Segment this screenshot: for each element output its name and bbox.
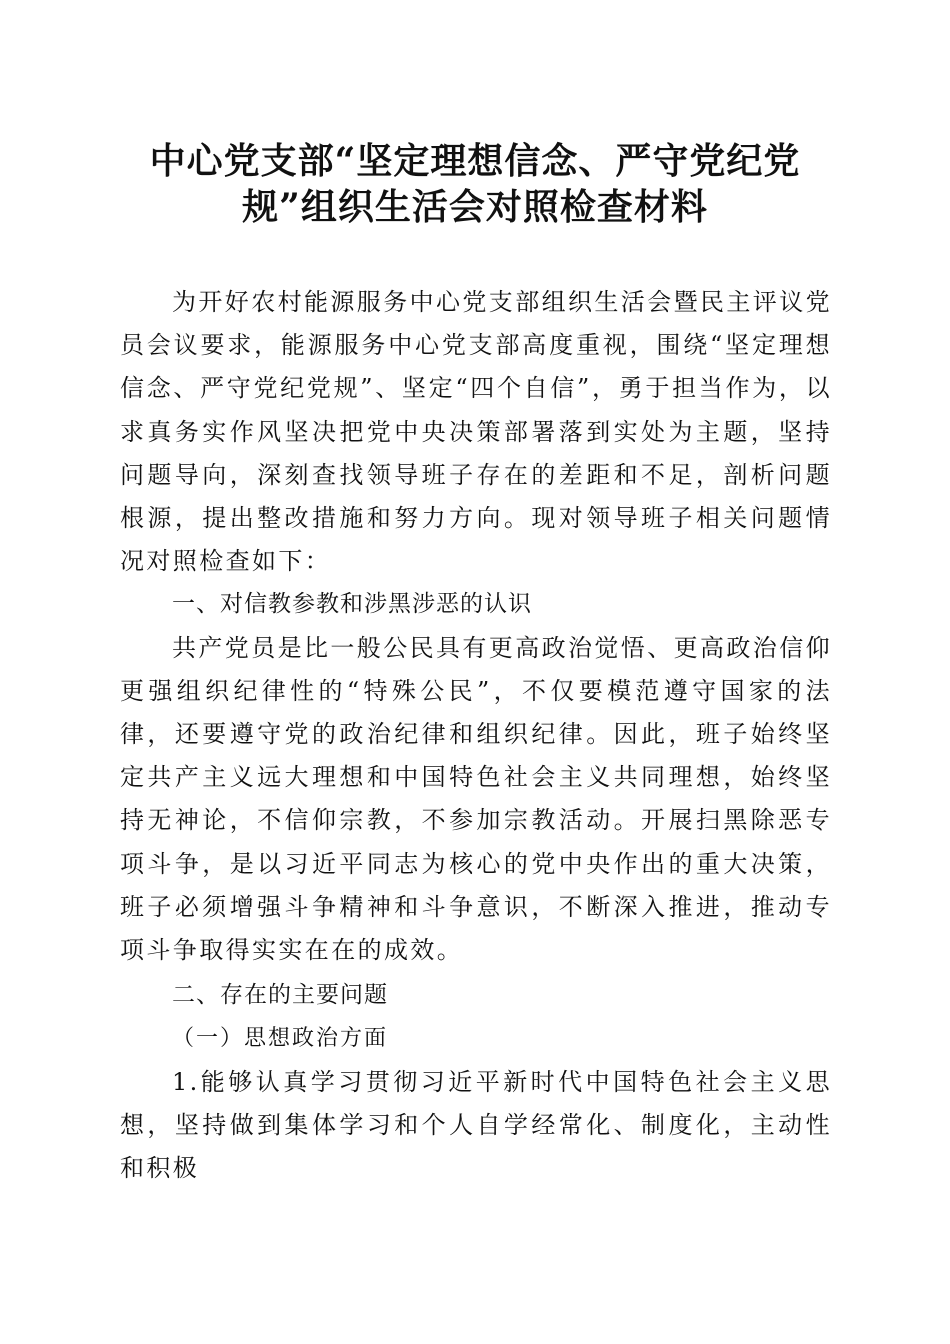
section-1-paragraph: 共产党员是比一般公民具有更高政治觉悟、更高政治信仰更强组织纪律性的“特殊公民”，不仅要模范遵守国家的法律，还要遵守党的政治纪律和组织纪律。因此，班子始终坚定共产主义远大理想和中国特色社会主义共同理想，始终坚持无神论，不信仰宗教，不参加宗教活动。开展扫黑除恶专项斗争，是以习近平同志为核心的党中央作出的重大决策，班子必须增强斗争精神和斗争意识，不断深入推进，推动专项斗争取得实实在在的成效。 — [120, 633, 832, 965]
subsection-1-heading: （一）思想政治方面 — [172, 1026, 389, 1052]
title-line-1: 中心党支部“坚定理想信念、严守党纪党 — [149, 140, 801, 182]
intro-paragraph: 为开好农村能源服务中心党支部组织生活会暨民主评议党员会议要求，能源服务中心党支部高度重视，围绕“坚定理想信念、严守党纪党规”、坚定“四个自信”，勇于担当作为，以求真务实作风坚决把党中央决策部署落到实处为主题，坚持问题导向，深刻查找领导班子存在的差距和不足，剖析问题根源，提出整改措施和努力方向。现对领导班子相关问题情况对照检查如下： — [120, 288, 832, 576]
section-2-heading: 二、存在的主要问题 — [172, 982, 388, 1009]
title-line-2: 规”组织生活会对照检查材料 — [242, 186, 708, 228]
section-1-heading: 一、对信教参教和涉黑涉恶的认识 — [172, 591, 532, 618]
document-body — [120, 281, 832, 1190]
document-title — [110, 138, 840, 230]
item-1-paragraph: 1.能够认真学习贯彻习近平新时代中国特色社会主义思想，坚持做到集体学习和个人自学经常化、制度化，主动性和积极 — [120, 1067, 832, 1183]
